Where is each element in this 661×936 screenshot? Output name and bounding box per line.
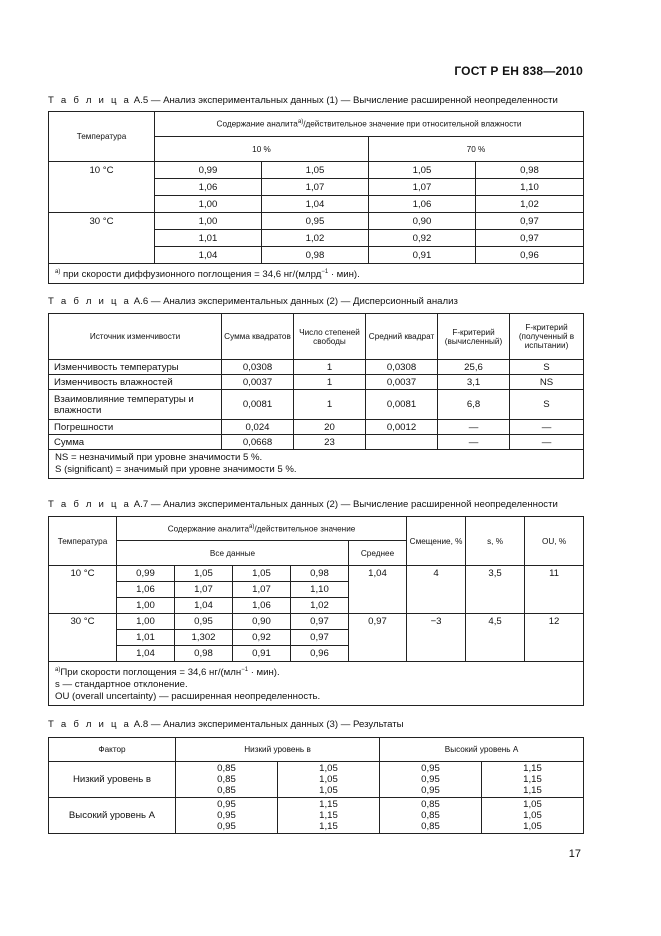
cell-df: 1 bbox=[294, 360, 366, 375]
table-a6-caption: Т а б л и ц а А.6 — Анализ экспериментальных данных (2) — Дисперсионный анализ bbox=[48, 296, 458, 307]
table-row bbox=[49, 390, 584, 420]
col-header: F-критерий (полученный в испытании) bbox=[510, 314, 584, 360]
cell-value: 0,90 bbox=[369, 213, 476, 230]
cell-value: 1,15 bbox=[523, 763, 542, 774]
cell-f2: NS bbox=[510, 375, 584, 390]
cell-bias: 4 bbox=[407, 566, 466, 614]
table-a7-notes: $^{а)}$При скорости поглощения = 34,6 нг/(млн$^{-1}$ · мин). s — стандартное отклонение. OU (overall uncertainty) — расширенная неопределенность. bbox=[49, 662, 584, 706]
cell-value: 1,302 bbox=[175, 630, 233, 646]
cell-temperature: 10 °C bbox=[49, 162, 155, 179]
table-a7-caption: Т а б л и ц а А.7 — Анализ экспериментальных данных (2) — Вычисление расширенной неопределенности bbox=[48, 499, 558, 510]
cell-value: 1,02 bbox=[291, 598, 349, 614]
cell-value: 1,07 bbox=[262, 179, 369, 196]
cell-temperature: 30 °C bbox=[49, 614, 117, 662]
cell-value: 1,06 bbox=[233, 598, 291, 614]
cell-ms bbox=[366, 435, 438, 450]
cell-value: 0,96 bbox=[476, 247, 584, 264]
cell-source: Погрешности bbox=[49, 420, 222, 435]
cell-value: 0,95 bbox=[421, 774, 440, 785]
cell-value: 0,92 bbox=[369, 230, 476, 247]
cell-value: 0,98 bbox=[175, 646, 233, 662]
cell-value: 1,15 bbox=[319, 799, 338, 810]
cell-temperature: 30 °C bbox=[49, 213, 155, 230]
cell-value: 0,98 bbox=[476, 162, 584, 179]
cell-ss: 0,0081 bbox=[222, 390, 294, 420]
col-header: Число степеней свободы bbox=[294, 314, 366, 360]
cell-value: 1,01 bbox=[155, 230, 262, 247]
cell-value: 0,95 bbox=[217, 821, 236, 832]
col-rh-10: 10 % bbox=[155, 137, 369, 162]
table-a8 bbox=[48, 737, 584, 834]
cell-ms: 0,0081 bbox=[366, 390, 438, 420]
table-row bbox=[49, 213, 584, 230]
cell-f: 6,8 bbox=[438, 390, 510, 420]
cell-source: Взаимовлияние температуры и влажности bbox=[49, 390, 222, 420]
cell-value: 1,05 bbox=[523, 821, 542, 832]
cell-temperature bbox=[49, 179, 155, 196]
cell-f2: — bbox=[510, 435, 584, 450]
cell-ss: 0,0668 bbox=[222, 435, 294, 450]
page-number: 17 bbox=[568, 848, 581, 860]
col-mean: Среднее bbox=[349, 541, 407, 566]
table-row bbox=[49, 196, 584, 213]
cell-value: 1,10 bbox=[476, 179, 584, 196]
table-row bbox=[49, 420, 584, 435]
cell-value: 0,95 bbox=[421, 785, 440, 796]
cell-values bbox=[482, 798, 584, 834]
col-low-level: Низкий уровень в bbox=[176, 738, 380, 762]
cell-value: 0,96 bbox=[291, 646, 349, 662]
cell-value: 1,06 bbox=[369, 196, 476, 213]
cell-value: 1,05 bbox=[319, 785, 338, 796]
cell-value: 0,91 bbox=[233, 646, 291, 662]
cell-bias: −3 bbox=[407, 614, 466, 662]
cell-value: 1,04 bbox=[117, 646, 175, 662]
cell-df: 1 bbox=[294, 375, 366, 390]
cell-f: — bbox=[438, 420, 510, 435]
cell-values bbox=[176, 762, 278, 798]
cell-ss: 0,0037 bbox=[222, 375, 294, 390]
cell-values bbox=[380, 762, 482, 798]
cell-ms: 0,0308 bbox=[366, 360, 438, 375]
cell-value: 1,05 bbox=[319, 763, 338, 774]
cell-source: Изменчивость влажностей bbox=[49, 375, 222, 390]
col-all-data: Все данные bbox=[117, 541, 349, 566]
col-content: Содержание аналита$^{а)}$/действительное значение при относительной влажности bbox=[155, 112, 584, 137]
table-a7 bbox=[48, 516, 584, 706]
cell-value: 0,97 bbox=[291, 630, 349, 646]
cell-value: 0,85 bbox=[421, 821, 440, 832]
col-header: Источник изменчивости bbox=[49, 314, 222, 360]
col-header: Средний квадрат bbox=[366, 314, 438, 360]
cell-value: 1,06 bbox=[117, 582, 175, 598]
table-a6-notes: NS = незначимый при уровне значимости 5 %. S (significant) = значимый при уровне значимости 5 %. bbox=[49, 450, 584, 479]
cell-value: 1,06 bbox=[155, 179, 262, 196]
cell-value: 1,00 bbox=[117, 598, 175, 614]
cell-ou: 12 bbox=[525, 614, 584, 662]
cell-factor: Низкий уровень в bbox=[49, 762, 176, 798]
table-row bbox=[49, 762, 584, 798]
cell-values bbox=[482, 762, 584, 798]
cell-df: 20 bbox=[294, 420, 366, 435]
cell-value: 0,85 bbox=[217, 774, 236, 785]
table-row bbox=[49, 566, 584, 582]
cell-factor: Высокий уровень А bbox=[49, 798, 176, 834]
table-row bbox=[49, 435, 584, 450]
cell-s: 4,5 bbox=[466, 614, 525, 662]
col-factor: Фактор bbox=[49, 738, 176, 762]
cell-ss: 0,024 bbox=[222, 420, 294, 435]
cell-f2: S bbox=[510, 390, 584, 420]
table-row bbox=[49, 247, 584, 264]
cell-value: 0,97 bbox=[476, 213, 584, 230]
cell-value: 0,99 bbox=[155, 162, 262, 179]
cell-value: 1,02 bbox=[262, 230, 369, 247]
col-content: Содержание аналита$^{а)}$/действительное значение bbox=[117, 517, 407, 541]
cell-value: 0,95 bbox=[217, 799, 236, 810]
col-bias: Смещение, % bbox=[407, 517, 466, 566]
cell-value: 1,15 bbox=[319, 821, 338, 832]
cell-value: 1,00 bbox=[117, 614, 175, 630]
cell-value: 1,10 bbox=[291, 582, 349, 598]
cell-value: 0,91 bbox=[369, 247, 476, 264]
table-a5-caption: Т а б л и ц а А.5 — Анализ экспериментальных данных (1) — Вычисление расширенной неопределенности bbox=[48, 95, 558, 106]
cell-temperature: 10 °C bbox=[49, 566, 117, 614]
table-a6 bbox=[48, 313, 584, 479]
table-row bbox=[49, 179, 584, 196]
cell-f: — bbox=[438, 435, 510, 450]
cell-value: 1,04 bbox=[262, 196, 369, 213]
cell-value: 0,98 bbox=[262, 247, 369, 264]
col-header: F-критерий (вычисленный) bbox=[438, 314, 510, 360]
table-a5-note: $^{а)}$ при скорости диффузионного поглощения = 34,6 нг/(млрд$^{-1}$ · мин). bbox=[49, 264, 584, 284]
cell-temperature bbox=[49, 247, 155, 264]
cell-value: 1,05 bbox=[175, 566, 233, 582]
cell-ms: 0,0037 bbox=[366, 375, 438, 390]
cell-value: 1,07 bbox=[369, 179, 476, 196]
col-header: Сумма квадратов bbox=[222, 314, 294, 360]
cell-value: 0,99 bbox=[117, 566, 175, 582]
document-code: ГОСТ Р ЕН 838—2010 bbox=[454, 64, 583, 78]
cell-value: 0,95 bbox=[262, 213, 369, 230]
cell-s: 3,5 bbox=[466, 566, 525, 614]
cell-temperature bbox=[49, 230, 155, 247]
table-a8-caption: Т а б л и ц а А.8 — Анализ экспериментальных данных (3) — Результаты bbox=[48, 719, 404, 730]
cell-value: 1,04 bbox=[175, 598, 233, 614]
cell-values bbox=[278, 762, 380, 798]
cell-value: 1,15 bbox=[523, 774, 542, 785]
cell-temperature bbox=[49, 196, 155, 213]
col-temperature: Температура bbox=[49, 517, 117, 566]
cell-value: 0,97 bbox=[291, 614, 349, 630]
cell-value: 1,05 bbox=[233, 566, 291, 582]
cell-value: 1,01 bbox=[117, 630, 175, 646]
col-rh-70: 70 % bbox=[369, 137, 584, 162]
cell-value: 0,90 bbox=[233, 614, 291, 630]
cell-mean: 0,97 bbox=[349, 614, 407, 662]
cell-f: 3,1 bbox=[438, 375, 510, 390]
cell-value: 1,05 bbox=[262, 162, 369, 179]
cell-source: Изменчивость температуры bbox=[49, 360, 222, 375]
cell-value: 0,97 bbox=[476, 230, 584, 247]
cell-value: 1,05 bbox=[523, 799, 542, 810]
col-ou: OU, % bbox=[525, 517, 584, 566]
cell-ss: 0,0308 bbox=[222, 360, 294, 375]
cell-value: 0,85 bbox=[421, 799, 440, 810]
table-a5 bbox=[48, 111, 584, 284]
cell-value: 0,95 bbox=[175, 614, 233, 630]
cell-df: 1 bbox=[294, 390, 366, 420]
table-row bbox=[49, 162, 584, 179]
cell-df: 23 bbox=[294, 435, 366, 450]
cell-value: 1,05 bbox=[319, 774, 338, 785]
cell-f: 25,6 bbox=[438, 360, 510, 375]
cell-value: 1,04 bbox=[155, 247, 262, 264]
table-row bbox=[49, 375, 584, 390]
cell-value: 1,15 bbox=[319, 810, 338, 821]
cell-value: 0,92 bbox=[233, 630, 291, 646]
cell-value: 0,95 bbox=[421, 763, 440, 774]
col-s: s, % bbox=[466, 517, 525, 566]
cell-values bbox=[380, 798, 482, 834]
cell-value: 0,85 bbox=[217, 763, 236, 774]
table-row bbox=[49, 230, 584, 247]
cell-value: 1,00 bbox=[155, 213, 262, 230]
table-row bbox=[49, 798, 584, 834]
table-row bbox=[49, 614, 584, 630]
cell-value: 0,85 bbox=[217, 785, 236, 796]
cell-value: 1,07 bbox=[175, 582, 233, 598]
cell-value: 0,95 bbox=[217, 810, 236, 821]
cell-f2: — bbox=[510, 420, 584, 435]
cell-f2: S bbox=[510, 360, 584, 375]
cell-value: 0,98 bbox=[291, 566, 349, 582]
cell-value: 0,85 bbox=[421, 810, 440, 821]
cell-value: 1,15 bbox=[523, 785, 542, 796]
cell-value: 1,00 bbox=[155, 196, 262, 213]
cell-value: 1,05 bbox=[369, 162, 476, 179]
cell-value: 1,05 bbox=[523, 810, 542, 821]
cell-ms: 0,0012 bbox=[366, 420, 438, 435]
cell-values bbox=[176, 798, 278, 834]
col-high-level: Высокий уровень А bbox=[380, 738, 584, 762]
cell-ou: 11 bbox=[525, 566, 584, 614]
col-temperature: Температура bbox=[49, 112, 155, 162]
table-row bbox=[49, 360, 584, 375]
cell-values bbox=[278, 798, 380, 834]
cell-source: Сумма bbox=[49, 435, 222, 450]
cell-mean: 1,04 bbox=[349, 566, 407, 614]
cell-value: 1,07 bbox=[233, 582, 291, 598]
cell-value: 1,02 bbox=[476, 196, 584, 213]
